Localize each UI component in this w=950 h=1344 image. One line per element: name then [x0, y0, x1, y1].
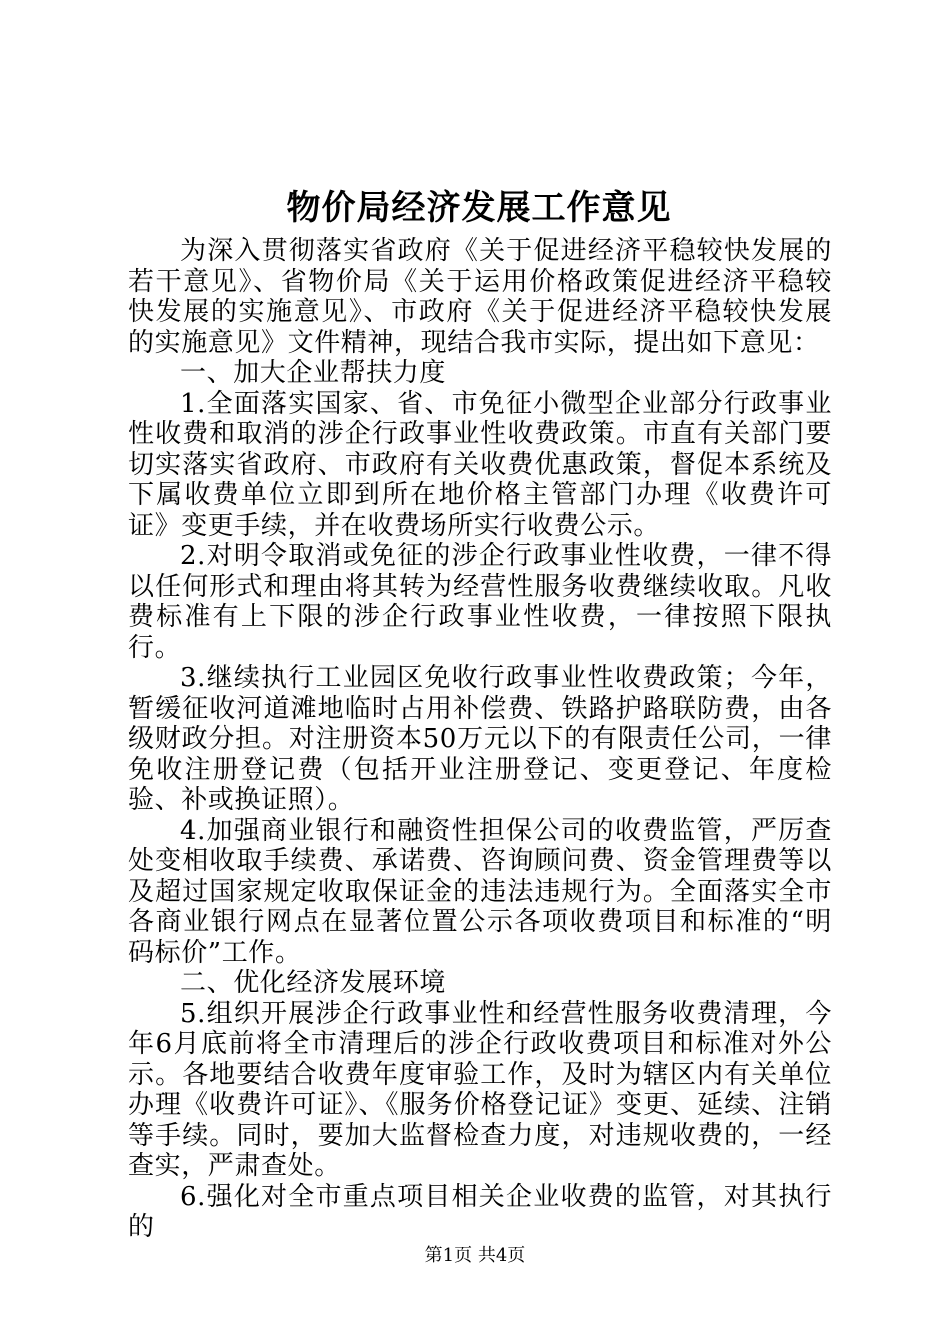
- document-title: 物价局经济发展工作意见: [286, 188, 672, 228]
- paragraph-item-4: 4.加强商业银行和融资性担保公司的收费监管，严厉查处变相收取手续费、承诺费、咨询顾问费、资金管理费等以及超过国家规定收取保证金的违法违规行为。全面落实全市各商业银行网点在显著位置公示各项收费项目和标准的“明码标价”工作。: [128, 815, 832, 968]
- intro-paragraph: 为深入贯彻落实省政府《关于促进经济平稳较快发展的若干意见》、省物价局《关于运用价格政策促进经济平稳较快发展的实施意见》、市政府《关于促进经济平稳较快发展的实施意见》文件精神，现结合我市实际，提出如下意见：: [128, 236, 832, 358]
- section-heading-1: 一、加大企业帮扶力度: [180, 358, 447, 388]
- page-number-footer: 第1页 共4页: [424, 1245, 526, 1266]
- paragraph-item-3: 3.继续执行工业园区免收行政事业性收费政策；今年，暂缓征收河道滩地临时占用补偿费、铁路护路联防费，由各级财政分担。对注册资本50万元以下的有限责任公司，一律免收注册登记费（包括开业注册登记、变更登记、年度检验、补或换证照）。: [128, 663, 832, 815]
- paragraph-item-6: 6.强化对全市重点项目相关企业收费的监管，对其执行的: [128, 1181, 832, 1242]
- section-heading-2: 二、优化经济发展环境: [180, 968, 447, 998]
- document-body: [128, 236, 832, 1243]
- paragraph-item-2: 2.对明令取消或免征的涉企行政事业性收费，一律不得以任何形式和理由将其转为经营性服务收费继续收取。凡收费标准有上下限的涉企行政事业性收费，一律按照下限执行。: [128, 541, 832, 663]
- paragraph-item-1: 1.全面落实国家、省、市免征小微型企业部分行政事业性收费和取消的涉企行政事业性收费政策。市直有关部门要切实落实省政府、市政府有关收费优惠政策，督促本系统及下属收费单位立即到所在地价格主管部门办理《收费许可证》变更手续，并在收费场所实行收费公示。: [128, 388, 832, 541]
- paragraph-item-5: 5.组织开展涉企行政事业性和经营性服务收费清理，今年6月底前将全市清理后的涉企行政收费项目和标准对外公示。各地要结合收费年度审验工作，及时为辖区内有关单位办理《收费许可证》、《服务价格登记证》变更、延续、注销等手续。同时，要加大监督检查力度，对违规收费的，一经查实，严肃查处。: [128, 998, 832, 1181]
